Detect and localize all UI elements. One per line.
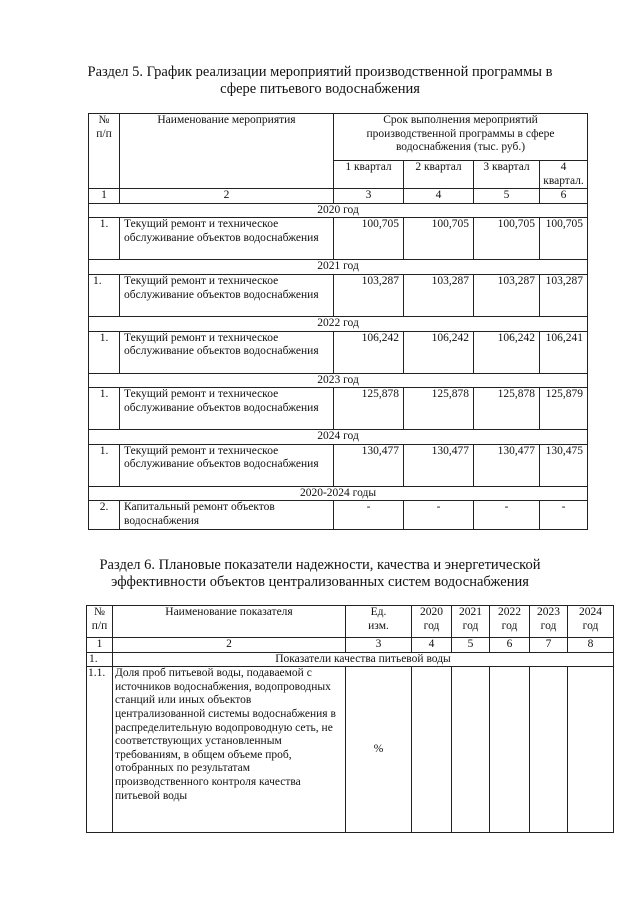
row-q3-value: - — [474, 501, 540, 530]
header-year: 2022 год — [490, 606, 530, 638]
row-num: 2. — [89, 501, 120, 530]
group-num: 1. — [87, 652, 113, 667]
row-q1-value: 125,878 — [334, 388, 404, 430]
row-num: 1.1. — [87, 667, 113, 833]
row-q3-value: 130,477 — [474, 444, 540, 486]
row-value-2021 — [452, 667, 490, 833]
col-number: 7 — [530, 638, 568, 653]
group-row — [87, 652, 614, 667]
col-number: 2 — [120, 189, 334, 204]
row-activity: Капитальный ремонт объектов водоснабжения — [120, 501, 334, 530]
row-q1-value: - — [334, 501, 404, 530]
row-q2-value: 130,477 — [404, 444, 474, 486]
col-number: 2 — [113, 638, 346, 653]
header-q4: 4 квартал. — [540, 161, 588, 189]
col-number: 6 — [540, 189, 588, 204]
table-row — [89, 218, 588, 260]
section5-title-line2: сфере питьевого водоснабжения — [220, 81, 420, 97]
group-title: Показатели качества питьевой воды — [113, 652, 614, 667]
section6-title-line2: эффективности объектов централизованных систем водоснабжения — [111, 574, 529, 590]
indicators-table — [86, 605, 614, 833]
row-q2-value: 125,878 — [404, 388, 474, 430]
section6-title — [0, 557, 640, 591]
col-number: 6 — [490, 638, 530, 653]
table-row — [89, 331, 588, 373]
row-value-2024 — [568, 667, 614, 833]
header-year: 2023 год — [530, 606, 568, 638]
row-q4-value: 100,705 — [540, 218, 588, 260]
header-num: № п/п — [89, 114, 120, 189]
row-num: 1. — [89, 274, 120, 316]
schedule-table — [88, 113, 588, 530]
row-q3-value: 103,287 — [474, 274, 540, 316]
header-activity-name: Наименование мероприятия — [120, 114, 334, 189]
table-row — [89, 444, 588, 486]
row-q4-value: 106,241 — [540, 331, 588, 373]
row-value-2022 — [490, 667, 530, 833]
row-q4-value: - — [540, 501, 588, 530]
header-term: Срок выполнения мероприятий производственной программы в сфере водоснабжения (тыс. руб.) — [334, 114, 588, 161]
row-activity: Текущий ремонт и техническое обслуживание объектов водоснабжения — [120, 274, 334, 316]
row-unit: % — [346, 667, 412, 833]
row-q2-value: 103,287 — [404, 274, 474, 316]
header-year: 2020 год — [412, 606, 452, 638]
row-num: 1. — [89, 331, 120, 373]
row-q3-value: 125,878 — [474, 388, 540, 430]
row-q2-value: 106,242 — [404, 331, 474, 373]
row-num: 1. — [89, 444, 120, 486]
year-row: 2021 год — [89, 260, 588, 275]
row-q3-value: 100,705 — [474, 218, 540, 260]
row-activity: Текущий ремонт и техническое обслуживание объектов водоснабжения — [120, 218, 334, 260]
section5-title — [0, 64, 640, 98]
section6-title-line1: Раздел 6. Плановые показатели надежности, качества и энергетической — [99, 557, 541, 573]
year-row: 2020-2024 годы — [89, 486, 588, 501]
row-value-2023 — [530, 667, 568, 833]
column-numbers-row — [89, 189, 588, 204]
row-q1-value: 130,477 — [334, 444, 404, 486]
row-num: 1. — [89, 388, 120, 430]
row-indicator: Доля проб питьевой воды, подаваемой с источников водоснабжения, водопроводных станций или иных объектов централизованной системы водоснабжения в распределительную водопроводную сеть, не соответствующих установленным требованиям, в общем объеме проб, отобранных по результатам производственного контроля качества питьевой воды — [113, 667, 346, 833]
row-q1-value: 106,242 — [334, 331, 404, 373]
year-row: 2020 год — [89, 203, 588, 218]
table-row — [87, 667, 614, 833]
row-q2-value: - — [404, 501, 474, 530]
row-q3-value: 106,242 — [474, 331, 540, 373]
col-number: 3 — [346, 638, 412, 653]
header-year: 2024 год — [568, 606, 614, 638]
table-row — [89, 501, 588, 530]
header-q2: 2 квартал — [404, 161, 474, 189]
row-value-2020 — [412, 667, 452, 833]
header-q1: 1 квартал — [334, 161, 404, 189]
row-q2-value: 100,705 — [404, 218, 474, 260]
header-num: № п/п — [87, 606, 113, 638]
col-number: 1 — [87, 638, 113, 653]
row-q1-value: 100,705 — [334, 218, 404, 260]
header-year: 2021 год — [452, 606, 490, 638]
section5-title-line1: Раздел 5. График реализации мероприятий производственной программы в — [87, 64, 553, 80]
year-row: 2023 год — [89, 373, 588, 388]
header-indicator-name: Наименование показателя — [113, 606, 346, 638]
row-q1-value: 103,287 — [334, 274, 404, 316]
header-unit: Ед. изм. — [346, 606, 412, 638]
year-row: 2024 год — [89, 430, 588, 445]
col-number: 8 — [568, 638, 614, 653]
table-row — [89, 388, 588, 430]
header-q3: 3 квартал — [474, 161, 540, 189]
col-number: 4 — [404, 189, 474, 204]
row-q4-value: 125,879 — [540, 388, 588, 430]
row-q4-value: 103,287 — [540, 274, 588, 316]
column-numbers-row — [87, 638, 614, 653]
year-row: 2022 год — [89, 316, 588, 331]
row-activity: Текущий ремонт и техническое обслуживание объектов водоснабжения — [120, 388, 334, 430]
row-num: 1. — [89, 218, 120, 260]
row-activity: Текущий ремонт и техническое обслуживание объектов водоснабжения — [120, 444, 334, 486]
table-row — [89, 274, 588, 316]
col-number: 5 — [452, 638, 490, 653]
col-number: 4 — [412, 638, 452, 653]
col-number: 5 — [474, 189, 540, 204]
col-number: 3 — [334, 189, 404, 204]
col-number: 1 — [89, 189, 120, 204]
row-q4-value: 130,475 — [540, 444, 588, 486]
row-activity: Текущий ремонт и техническое обслуживание объектов водоснабжения — [120, 331, 334, 373]
